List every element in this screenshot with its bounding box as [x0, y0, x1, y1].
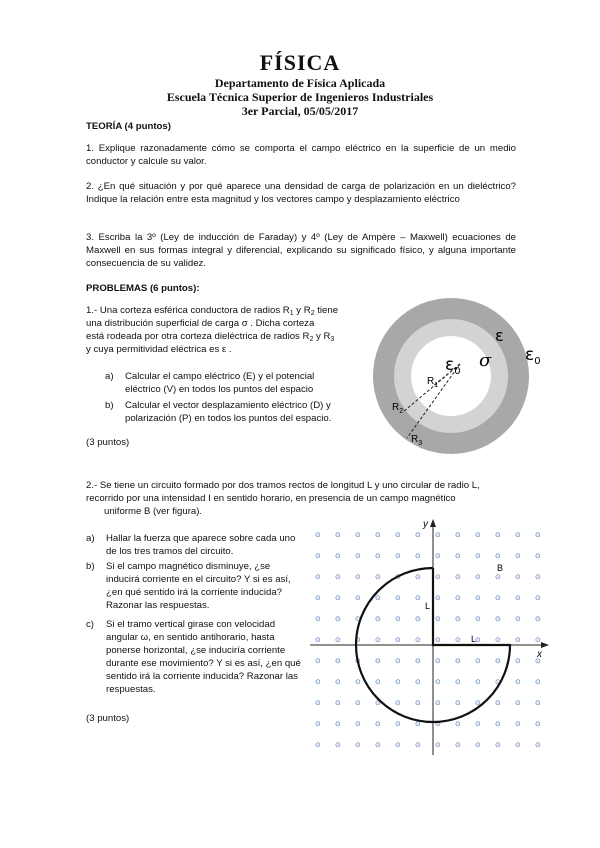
field-symbol: ⊙ [475, 636, 481, 644]
theory-question-2: 2. ¿En qué situación y por qué aparece una densidad de carga de polarización en un dieléctrico? Indique la relación entre esta magnitud y los vectores campo y desplazamiento eléctrico [86, 181, 516, 205]
field-symbol: ⊙ [315, 636, 321, 644]
field-symbol: ⊙ [375, 678, 381, 686]
field-symbol: ⊙ [455, 531, 461, 539]
r2-label: $R_2$ [392, 402, 404, 415]
field-symbol: ⊙ [535, 573, 541, 581]
field-symbol: ⊙ [355, 594, 361, 602]
field-symbol: ⊙ [335, 573, 341, 581]
field-symbol: ⊙ [415, 573, 421, 581]
epsilon0-outer-label: $\varepsilon_0$ [525, 345, 541, 367]
field-symbol: ⊙ [375, 741, 381, 749]
field-symbol: ⊙ [455, 678, 461, 686]
field-symbol: ⊙ [475, 594, 481, 602]
field-symbol: ⊙ [335, 678, 341, 686]
vacuum-core [411, 336, 491, 416]
field-symbol: ⊙ [395, 657, 401, 665]
field-symbol: ⊙ [335, 699, 341, 707]
field-symbol: ⊙ [375, 531, 381, 539]
length-label-vertical: L [425, 601, 431, 611]
field-symbol: ⊙ [335, 636, 341, 644]
field-symbol: ⊙ [475, 720, 481, 728]
exam-info: 3er Parcial, 05/05/2017 [241, 104, 359, 118]
epsilon-label: ε [495, 326, 504, 345]
field-symbol: ⊙ [375, 636, 381, 644]
field-symbol: ⊙ [535, 615, 541, 623]
field-symbol: ⊙ [515, 636, 521, 644]
field-symbol: ⊙ [495, 720, 501, 728]
field-symbol: ⊙ [315, 615, 321, 623]
field-symbol: ⊙ [435, 573, 441, 581]
r3-label: $R_3$ [411, 434, 423, 447]
field-symbol: ⊙ [475, 699, 481, 707]
field-symbol: ⊙ [495, 615, 501, 623]
field-symbol: ⊙ [395, 720, 401, 728]
field-symbol: ⊙ [415, 678, 421, 686]
field-symbol: ⊙ [515, 657, 521, 665]
field-symbol: ⊙ [475, 531, 481, 539]
field-symbol: ⊙ [355, 573, 361, 581]
field-symbol: ⊙ [535, 657, 541, 665]
field-symbol: ⊙ [535, 678, 541, 686]
field-symbol: ⊙ [335, 741, 341, 749]
field-symbol: ⊙ [315, 573, 321, 581]
problem-2-part-b: b) Si el campo magnético disminuye, ¿se inducirá corriente en el circuito? Y si es así, ¿en qué sentido irá la corriente inducida? Razonar las respuestas. [86, 561, 291, 611]
field-symbol: ⊙ [335, 615, 341, 623]
page-title: FÍSICA [259, 50, 341, 75]
field-symbol: ⊙ [455, 636, 461, 644]
problem-1-points: (3 puntos) [86, 437, 130, 448]
problem-2-part-c: c) Si el tramo vertical girase con velocidad angular ω, en sentido antihorario, hasta ponerse horizontal, ¿se induciría corriente durante ese movimiento? Y si es así, ¿en qué sentido irá la corriente inducida? Razonar las respuestas. [86, 619, 301, 695]
field-symbol: ⊙ [535, 636, 541, 644]
problem-2-intro: 2.- Se tiene un circuito formado por dos tramos rectos de longitud L y uno circular de radio L, recorrido por una intensidad I en sentido horario, en presencia de un campo magnético uniforme B (ver figura). [86, 480, 480, 517]
field-symbol: ⊙ [415, 741, 421, 749]
field-symbol: ⊙ [515, 615, 521, 623]
x-axis-label: x [537, 649, 542, 660]
field-symbol: ⊙ [415, 615, 421, 623]
field-symbol: ⊙ [495, 657, 501, 665]
theory-question-3: 3. Escriba la 3º (Ley de inducción de Faraday) y 4º (Ley de Ampère – Maxwell) ecuaciones de Maxwell en sus formas integral y diferencial, explicando su significado físico, y alguna importante consecuencia de su validez. [86, 232, 516, 269]
field-symbol: ⊙ [515, 720, 521, 728]
field-symbol: ⊙ [375, 720, 381, 728]
field-symbol: ⊙ [475, 741, 481, 749]
field-symbol: ⊙ [515, 678, 521, 686]
field-symbol: ⊙ [415, 657, 421, 665]
field-symbol: ⊙ [435, 741, 441, 749]
field-symbol: ⊙ [515, 573, 521, 581]
field-symbol: ⊙ [395, 678, 401, 686]
field-symbol: ⊙ [435, 678, 441, 686]
field-symbol: ⊙ [515, 699, 521, 707]
field-symbol: ⊙ [515, 552, 521, 560]
field-symbol: ⊙ [355, 657, 361, 665]
field-symbol: ⊙ [475, 615, 481, 623]
field-symbol: ⊙ [375, 657, 381, 665]
field-symbol: ⊙ [335, 720, 341, 728]
spherical-shells-figure [355, 296, 555, 456]
field-symbol: ⊙ [495, 531, 501, 539]
field-symbol: ⊙ [455, 699, 461, 707]
field-symbol: ⊙ [495, 573, 501, 581]
field-symbol: ⊙ [415, 552, 421, 560]
field-symbol: ⊙ [335, 531, 341, 539]
field-symbol: ⊙ [435, 531, 441, 539]
field-symbol: ⊙ [475, 573, 481, 581]
r1-label: $R_1$ [427, 376, 439, 389]
field-symbol: ⊙ [315, 594, 321, 602]
magnetic-field-dots [315, 531, 541, 749]
field-symbol: ⊙ [535, 720, 541, 728]
epsilon0-inner-label: $\varepsilon_0$ [445, 355, 461, 377]
field-symbol: ⊙ [435, 699, 441, 707]
field-symbol: ⊙ [355, 741, 361, 749]
field-symbol: ⊙ [455, 594, 461, 602]
field-symbol: ⊙ [535, 699, 541, 707]
field-symbol: ⊙ [415, 699, 421, 707]
field-symbol: ⊙ [335, 594, 341, 602]
field-symbol: ⊙ [495, 636, 501, 644]
field-symbol: ⊙ [375, 552, 381, 560]
field-symbol: ⊙ [455, 657, 461, 665]
field-symbol: ⊙ [435, 552, 441, 560]
department-name: Departamento de Física Aplicada [214, 76, 386, 90]
theory-question-1: 1. Explique razonadamente cómo se comporta el campo eléctrico en la superficie de un medio conductor y calcule su valor. [86, 143, 516, 167]
field-symbol: ⊙ [375, 699, 381, 707]
field-symbol: ⊙ [395, 552, 401, 560]
field-symbol: ⊙ [535, 531, 541, 539]
field-symbol: ⊙ [395, 699, 401, 707]
field-symbol: ⊙ [395, 636, 401, 644]
field-symbol: ⊙ [315, 720, 321, 728]
field-symbol: ⊙ [435, 657, 441, 665]
field-symbol: ⊙ [535, 594, 541, 602]
problem-2-points: (3 puntos) [86, 713, 130, 724]
field-symbol: ⊙ [455, 720, 461, 728]
field-symbol: ⊙ [355, 699, 361, 707]
problem-1-text: 1.- Una corteza esférica conductora de radios $R_1$ y $R_2$ tiene una distribución superficial de carga σ . Dicha corteza está rodeada por otra corteza dieléctrica de radios $R_2$ y $R_3$ y cuya permitividad eléctrica es ε . [86, 305, 339, 355]
field-symbol: ⊙ [315, 741, 321, 749]
field-symbol: ⊙ [535, 741, 541, 749]
field-symbol: ⊙ [495, 741, 501, 749]
field-symbol: ⊙ [335, 657, 341, 665]
field-symbol: ⊙ [355, 531, 361, 539]
field-symbol: ⊙ [395, 531, 401, 539]
field-symbol: ⊙ [455, 552, 461, 560]
field-symbol: ⊙ [495, 678, 501, 686]
field-symbol: ⊙ [375, 573, 381, 581]
field-symbol: ⊙ [475, 552, 481, 560]
length-label-horizontal: L [471, 634, 477, 644]
field-symbol: ⊙ [415, 720, 421, 728]
field-symbol: ⊙ [495, 552, 501, 560]
field-symbol: ⊙ [435, 615, 441, 623]
field-symbol: ⊙ [435, 720, 441, 728]
field-symbol: ⊙ [315, 531, 321, 539]
field-symbol: ⊙ [315, 678, 321, 686]
problem-1-part-b: b) Calcular el vector desplazamiento eléctrico (D) y polarización (P) en todos los puntos del espacio. [105, 400, 332, 424]
field-symbol: ⊙ [315, 657, 321, 665]
field-symbol: ⊙ [455, 573, 461, 581]
y-axis-label: y [423, 519, 428, 530]
field-symbol: ⊙ [395, 594, 401, 602]
field-symbol: ⊙ [455, 741, 461, 749]
field-symbol: ⊙ [315, 552, 321, 560]
field-symbol: ⊙ [455, 615, 461, 623]
problem-2-part-a: a) Hallar la fuerza que aparece sobre cada uno de los tres tramos del circuito. [86, 533, 296, 557]
field-symbol: ⊙ [515, 594, 521, 602]
field-symbol: ⊙ [435, 594, 441, 602]
field-symbol: ⊙ [355, 552, 361, 560]
field-symbol: ⊙ [375, 594, 381, 602]
field-symbol: ⊙ [515, 741, 521, 749]
field-symbol: ⊙ [355, 615, 361, 623]
field-symbol: ⊙ [495, 594, 501, 602]
field-symbol: ⊙ [355, 636, 361, 644]
field-symbol: ⊙ [395, 741, 401, 749]
school-name: Escuela Técnica Superior de Ingenieros Industriales [166, 90, 434, 104]
theory-heading: TEORÍA (4 puntos) [86, 121, 171, 132]
field-symbol: ⊙ [415, 594, 421, 602]
circuit-field-figure [305, 515, 550, 760]
field-symbol: ⊙ [355, 720, 361, 728]
field-symbol: ⊙ [335, 552, 341, 560]
field-symbol: ⊙ [415, 531, 421, 539]
field-label: B [497, 563, 504, 573]
sigma-label: σ [479, 350, 492, 371]
field-symbol: ⊙ [415, 636, 421, 644]
field-symbol: ⊙ [355, 678, 361, 686]
field-symbol: ⊙ [515, 531, 521, 539]
field-symbol: ⊙ [395, 573, 401, 581]
field-symbol: ⊙ [315, 699, 321, 707]
field-symbol: ⊙ [495, 699, 501, 707]
problems-heading: PROBLEMAS (6 puntos): [86, 283, 200, 294]
field-symbol: ⊙ [535, 552, 541, 560]
field-symbol: ⊙ [395, 615, 401, 623]
field-symbol: ⊙ [475, 657, 481, 665]
problem-1-part-a: a) Calcular el campo eléctrico (E) y el potencial eléctrico (V) en todos los puntos del espacio [105, 371, 315, 395]
field-symbol: ⊙ [435, 636, 441, 644]
field-symbol: ⊙ [375, 615, 381, 623]
field-symbol: ⊙ [475, 678, 481, 686]
